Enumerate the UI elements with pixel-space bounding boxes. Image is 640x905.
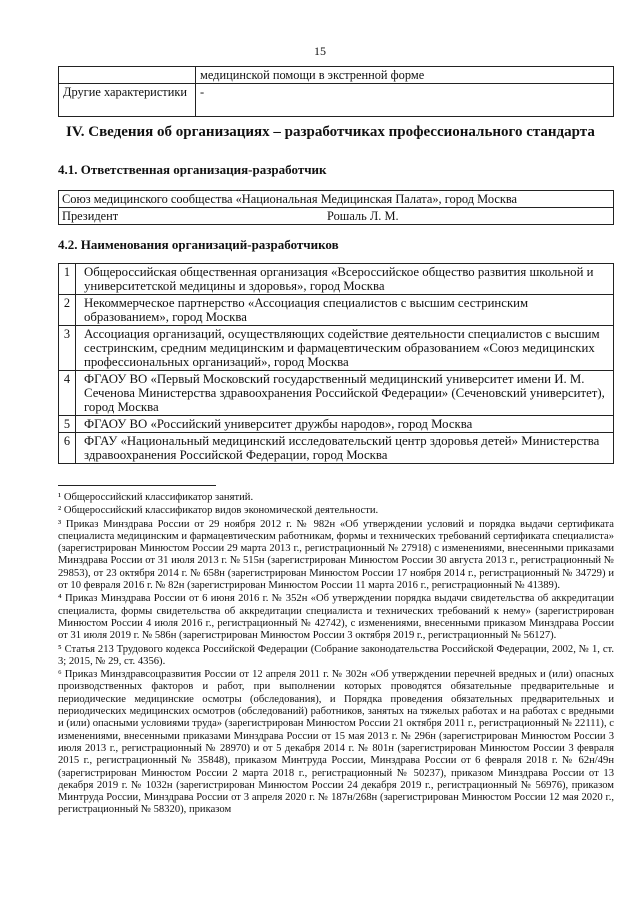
row-number: 3 [59, 326, 76, 371]
responsible-org-name: Союз медицинского сообщества «Национальная Медицинская Палата», город Москва [59, 191, 614, 208]
responsible-person-name: Рошаль Л. М. [327, 209, 399, 223]
developer-org-name: ФГАОУ ВО «Первый Московский государственный медицинский университет имени И. М. Сеченова Министерства здравоохранения Российской Федерации» (Сеченовский университет), город Москва [76, 371, 614, 416]
developers-table [58, 263, 614, 464]
table-row [59, 295, 614, 326]
row-number: 4 [59, 371, 76, 416]
footnote: ² Общероссийский классификатор видов экономической деятельности. [58, 505, 379, 517]
characteristics-table [58, 66, 614, 117]
table-row [59, 416, 614, 433]
row-number: 1 [59, 264, 76, 295]
footnote: ³ Приказ Минздрава России от 29 ноября 2012 г. № 982н «Об утверждении условий и порядка выдачи сертификата специалиста медицинским и фармацевтическим работникам, формы и технических требований сертификата специалиста» (зарегистрирован Минюстом России 29 марта 2013 г., регистрационный № 27918) с изменениями, внесенными приказами Минздрава России от 31 июля 2013 г. № 515н (зарегистрирован Минюстом России 30 августа 2013 г., регистрационный № 29853), от 23 октября 2014 г. № 658н (зарегистрирован Минюстом России 17 ноября 2014 г., регистрационный № 34729) и от 10 февраля 2016 г. № 82н (зарегистрирован Минюстом России 11 марта 2016 г., регистрационный № 41389). [58, 518, 614, 592]
table-row [59, 264, 614, 295]
row-number: 6 [59, 433, 76, 464]
responsible-org-table [58, 190, 614, 225]
table-cell [59, 67, 196, 84]
table-cell: - [196, 84, 614, 117]
table-row [59, 371, 614, 416]
footnote-separator [58, 485, 216, 486]
responsible-position: Президент [62, 209, 119, 223]
table-cell: Другие характеристики [59, 84, 196, 117]
table-cell: медицинской помощи в экстренной форме [196, 67, 614, 84]
subsection-heading-developers: 4.2. Наименования организаций-разработчиков [58, 237, 339, 252]
developer-org-name: Некоммерческое партнерство «Ассоциация специалистов с высшим сестринским образованием», город Москва [76, 295, 614, 326]
footnote: ⁶ Приказ Минздравсоцразвития России от 12 апреля 2011 г. № 302н «Об утверждении перечней вредных и (или) опасных производственных факторов и работ, при выполнении которых проводятся обязательные предварительные и периодические медицинские осмотры (обследования), и Порядка проведения обязательных предварительных и периодических медицинских осмотров (обследований) работников, занятых на тяжелых работах и на работах с вредными и (или) опасными условиями труда» (зарегистрирован Минюстом России 21 октября 2011 г., регистрационный № 22111), с изменениями, внесенными приказами Минздрава России от 15 мая 2013 г. № 296н (зарегистрирован Минюстом России 3 июля 2013 г., регистрационный № 28970) и от 5 декабря 2014 г. № 801н (зарегистрирован Минюстом России 3 февраля 2015 г., регистрационный № 35848), приказом Минтруда России, Минздрава России от 6 февраля 2018 г. № 62н/49н (зарегистрирован Минюстом России 2 марта 2018 г., регистрационный № 50237), приказом Минздрава России от 13 декабря 2019 г. № 1032н (зарегистрирован Минюстом России 24 декабря 2019 г., регистрационный № 56976), приказом Минтруда России, Минздрава России от 3 апреля 2020 г. № 187н/268н (зарегистрирован Минюстом России 12 мая 2020 г., регистрационный № 58320), приказом [58, 669, 614, 816]
table-row [59, 191, 614, 208]
section-title: IV. Сведения об организациях – разработчиках профессионального стандарта [66, 124, 595, 140]
table-row [59, 84, 614, 117]
developer-org-name: ФГАОУ ВО «Российский университет дружбы народов», город Москва [76, 416, 614, 433]
page-number: 15 [314, 44, 326, 58]
table-row [59, 208, 614, 225]
developer-org-name: ФГАУ «Национальный медицинский исследовательский центр здоровья детей» Министерства здравоохранения Российской Федерации, город Москва [76, 433, 614, 464]
footnote: ⁴ Приказ Минздрава России от 6 июня 2016 г. № 352н «Об утверждении порядка выдачи свидетельства об аккредитации специалиста, формы свидетельства об аккредитации специалиста и технических требований к нему» (зарегистрирован Минюстом России 4 июля 2016 г., регистрационный № 42742), с изменениями, внесенными приказом Минздрава России от 31 июля 2019 г. № 586н (зарегистрирован Минюстом России 3 октября 2019 г., регистрационный № 56127). [58, 593, 614, 642]
footnote: ⁵ Статья 213 Трудового кодекса Российской Федерации (Собрание законодательства Российской Федерации, 2002, № 1, ст. 3; 2015, № 29, ст. 4356). [58, 643, 614, 667]
subsection-heading-responsible: 4.1. Ответственная организация-разработчик [58, 162, 327, 177]
row-number: 2 [59, 295, 76, 326]
responsible-person-cell [59, 208, 614, 225]
footnotes [58, 492, 614, 818]
table-row [59, 67, 614, 84]
table-row [59, 433, 614, 464]
footnote: ¹ Общероссийский классификатор занятий. [58, 492, 254, 503]
table-row [59, 326, 614, 371]
row-number: 5 [59, 416, 76, 433]
developer-org-name: Ассоциация организаций, осуществляющих содействие деятельности специалистов с высшим сестринским, средним медицинским и фармацевтическим образованием «Союз медицинских профессиональных организаций», город Москва [76, 326, 614, 371]
developer-org-name: Общероссийская общественная организация «Всероссийское общество развития школьной и университетской медицины и здоровья», город Москва [76, 264, 614, 295]
